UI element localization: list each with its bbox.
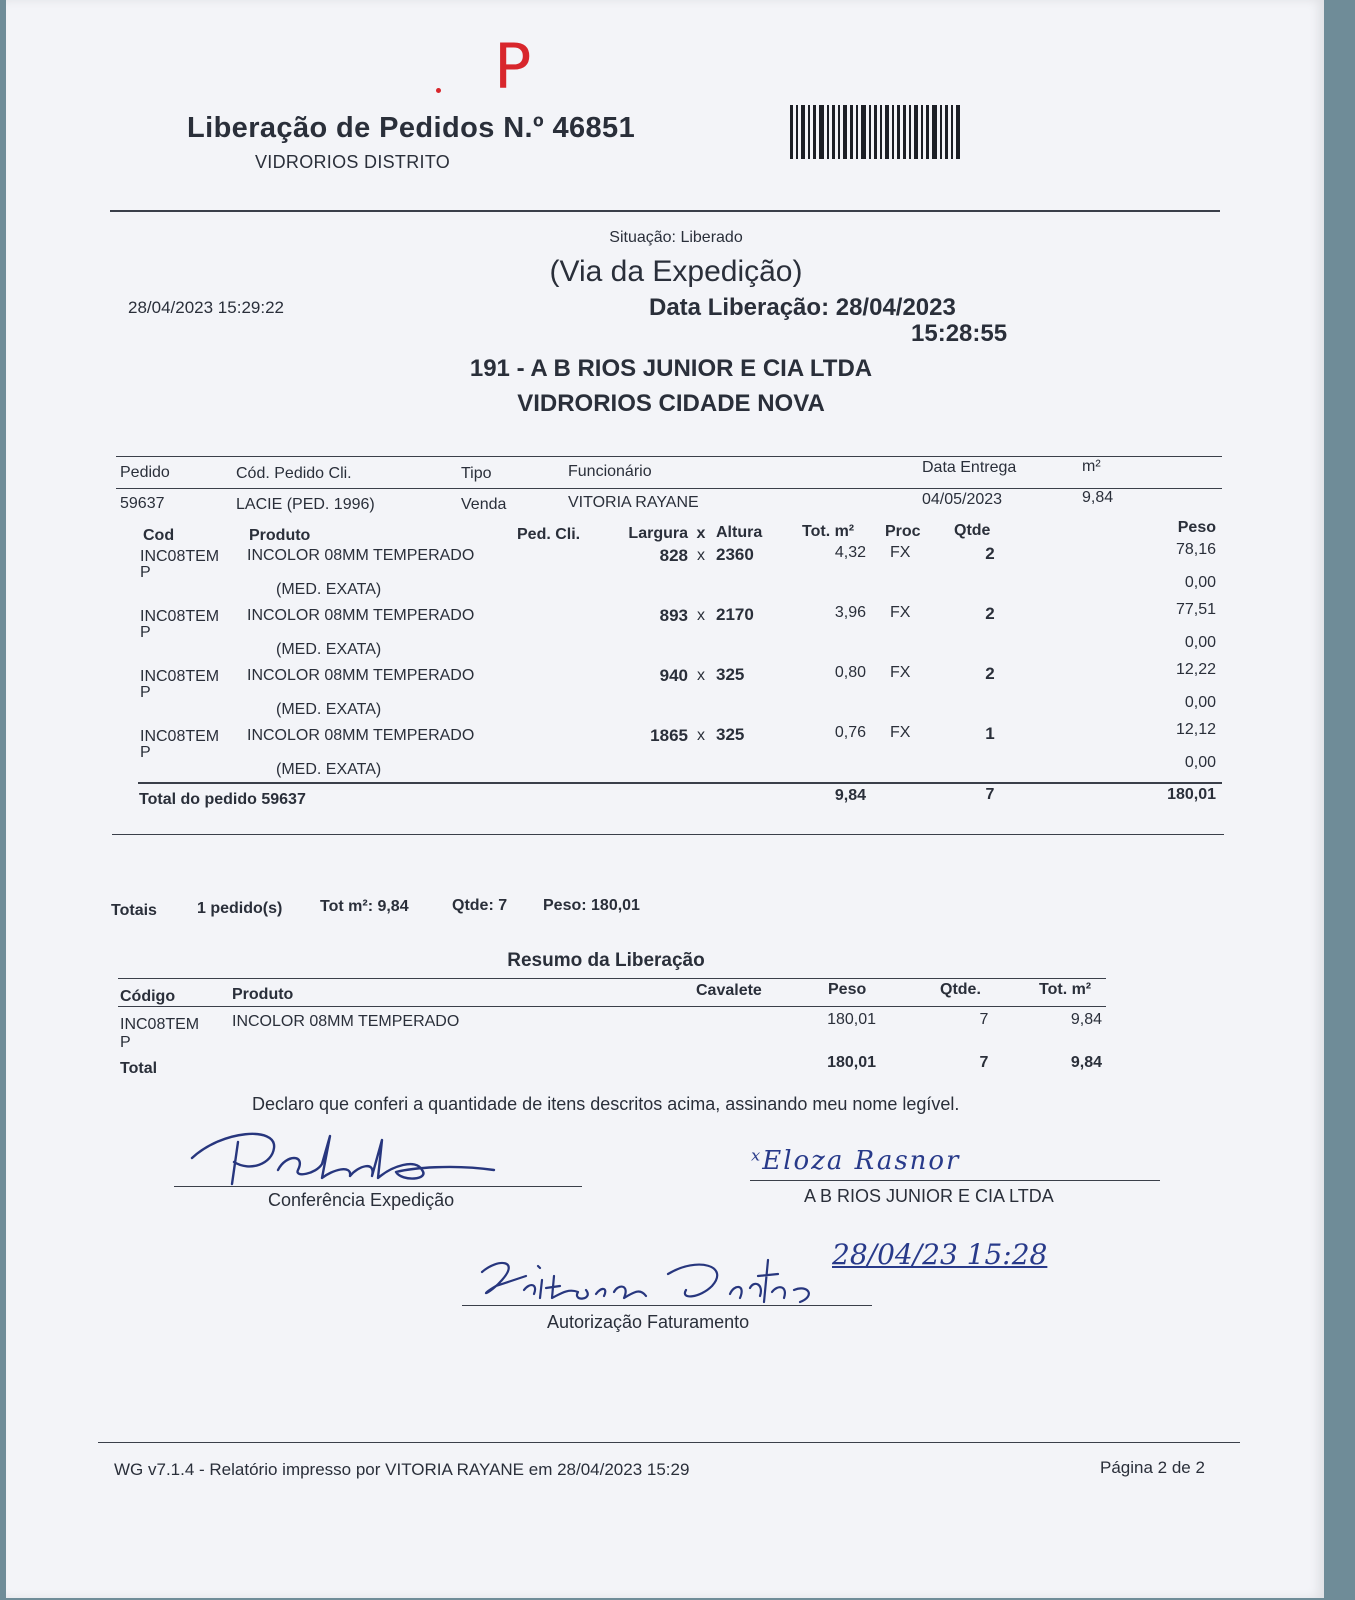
autorizacao-label: Autorização Faturamento — [547, 1312, 750, 1332]
items-col-produto: Produto — [249, 527, 311, 544]
item-obs: (MED. EXATA) — [276, 581, 382, 598]
company-name: VIDRORIOS DISTRITO — [255, 152, 451, 172]
item-largura: 828 — [659, 546, 688, 565]
resumo-row-produto: INCOLOR 08MM TEMPERADO — [232, 1013, 460, 1030]
via-title: (Via da Expedição) — [549, 255, 803, 288]
totais-pedidos: 1 pedido(s) — [197, 900, 283, 917]
col-tipo: Tipo — [461, 465, 492, 482]
item-produto: INCOLOR 08MM TEMPERADO — [247, 547, 475, 564]
order-m2: 9,84 — [1082, 489, 1114, 506]
item-tot-m2: 3,96 — [834, 604, 866, 621]
item-cod: INC08TEM — [140, 728, 220, 745]
item-peso2: 0,00 — [1184, 694, 1216, 711]
item-obs: (MED. EXATA) — [276, 701, 382, 718]
red-dot — [436, 88, 441, 93]
items-col-peso: Peso — [1177, 519, 1216, 536]
data-liberacao: Data Liberação: 28/04/2023 — [649, 294, 956, 321]
items-col-largura: Largura — [628, 525, 688, 542]
item-cod: INC08TEM — [140, 668, 220, 685]
handwritten-mark: P — [494, 30, 532, 103]
item-cod-suffix: P — [140, 744, 151, 761]
item-x: x — [697, 607, 705, 624]
handwritten-date: 28/04/23 15:28 — [832, 1238, 1048, 1271]
col-cod-pedido-cli: Cód. Pedido Cli. — [236, 465, 352, 482]
resumo-total-tot-m2: 9,84 — [1070, 1054, 1102, 1071]
resumo-row-tot-m2: 9,84 — [1070, 1011, 1102, 1028]
item-x: x — [697, 667, 705, 684]
order-total-line — [138, 782, 1222, 784]
order-total-peso: 180,01 — [1167, 786, 1216, 803]
item-x: x — [697, 547, 705, 564]
line-client — [750, 1180, 1160, 1181]
item-qtde: 2 — [985, 604, 995, 623]
item-largura: 940 — [659, 666, 688, 685]
resumo-row-peso: 180,01 — [827, 1011, 876, 1028]
signature-autorizacao — [468, 1236, 818, 1312]
item-peso: 12,12 — [1175, 721, 1216, 738]
item-proc: FX — [890, 724, 911, 741]
resumo-row-cod1: INC08TEM — [120, 1016, 200, 1033]
resumo-col-codigo: Código — [120, 988, 176, 1005]
order-pedido: 59637 — [120, 495, 165, 512]
line-autorizacao — [462, 1305, 872, 1306]
document-page — [6, 0, 1324, 1598]
items-col-ped-cli: Ped. Cli. — [517, 526, 581, 543]
item-tot-m2: 0,76 — [834, 724, 866, 741]
item-qtde: 1 — [985, 724, 995, 743]
resumo-col-qtde: Qtde. — [940, 981, 981, 998]
header-divider — [110, 210, 1220, 212]
declaration-text: Declaro que conferi a quantidade de itens descritos acima, assinando meu nome legível. — [252, 1094, 960, 1114]
item-tot-m2: 4,32 — [834, 544, 866, 561]
resumo-row-cod2: P — [120, 1034, 131, 1051]
item-peso: 78,16 — [1175, 541, 1216, 558]
item-peso2: 0,00 — [1184, 574, 1216, 591]
order-total-qtde: 7 — [985, 786, 995, 803]
order-funcionario: VITORIA RAYANE — [568, 494, 699, 511]
item-obs: (MED. EXATA) — [276, 761, 382, 778]
resumo-total-peso: 180,01 — [827, 1054, 876, 1071]
totais-tot-m2: Tot m²: 9,84 — [320, 898, 409, 915]
order-top-line — [116, 456, 1222, 457]
order-data-entrega: 04/05/2023 — [922, 491, 1003, 508]
items-col-tot-m2: Tot. m² — [802, 523, 855, 540]
line-conferencia — [174, 1186, 582, 1187]
resumo-top-line — [118, 978, 1106, 979]
footer-left: WG v7.1.4 - Relatório impresso por VITORIA RAYANE em 28/04/2023 15:29 — [114, 1460, 690, 1479]
client-signature-label: A B RIOS JUNIOR E CIA LTDA — [804, 1186, 1054, 1206]
order-tipo: Venda — [461, 496, 507, 513]
item-proc: FX — [890, 604, 911, 621]
item-cod-suffix: P — [140, 564, 151, 581]
items-col-altura: Altura — [716, 524, 763, 541]
item-x: x — [697, 727, 705, 744]
items-col-proc: Proc — [885, 523, 921, 540]
item-peso: 12,22 — [1175, 661, 1216, 678]
item-obs: (MED. EXATA) — [276, 641, 382, 658]
resumo-row-qtde: 7 — [979, 1011, 989, 1028]
item-altura: 325 — [716, 665, 745, 684]
item-cod: INC08TEM — [140, 608, 220, 625]
item-cod-suffix: P — [140, 624, 151, 641]
resumo-col-cavalete: Cavalete — [696, 982, 762, 999]
item-produto: INCOLOR 08MM TEMPERADO — [247, 667, 475, 684]
conferencia-label: Conferência Expedição — [268, 1190, 455, 1210]
item-proc: FX — [890, 544, 911, 561]
items-bottom-line — [112, 834, 1224, 835]
item-altura: 325 — [716, 725, 745, 744]
item-cod-suffix: P — [140, 684, 151, 701]
order-total-label: Total do pedido 59637 — [139, 791, 306, 808]
item-peso: 77,51 — [1175, 601, 1216, 618]
footer-page-number: Página 2 de 2 — [1100, 1458, 1205, 1477]
order-header-line — [116, 488, 1222, 489]
item-largura: 893 — [659, 606, 688, 625]
resumo-col-peso: Peso — [828, 981, 867, 998]
resumo-total-qtde: 7 — [979, 1054, 989, 1071]
order-cod-pedido-cli: LACIE (PED. 1996) — [236, 496, 375, 513]
client-handwritten-name: ˣEloza Rasnor — [751, 1146, 961, 1176]
print-datetime: 28/04/2023 15:29:22 — [128, 298, 284, 317]
resumo-title: Resumo da Liberação — [507, 950, 705, 971]
col-funcionario: Funcionário — [568, 463, 652, 480]
client-name: 191 - A B RIOS JUNIOR E CIA LTDA — [469, 355, 873, 382]
col-pedido: Pedido — [120, 464, 170, 481]
item-proc: FX — [890, 664, 911, 681]
item-qtde: 2 — [985, 544, 995, 563]
item-tot-m2: 0,80 — [834, 664, 866, 681]
items-col-cod: Cod — [143, 527, 175, 544]
situacao-text: Situação: Liberado — [609, 229, 743, 246]
item-cod: INC08TEM — [140, 548, 220, 565]
items-col-qtde: Qtde — [954, 522, 991, 539]
col-data-entrega: Data Entrega — [922, 459, 1017, 476]
resumo-col-produto: Produto — [232, 986, 294, 1003]
order-total-m2: 9,84 — [834, 787, 866, 804]
client-store: VIDRORIOS CIDADE NOVA — [517, 390, 825, 417]
col-m2: m² — [1082, 458, 1101, 475]
item-qtde: 2 — [985, 664, 995, 683]
totais-peso: Peso: 180,01 — [543, 897, 640, 914]
item-peso2: 0,00 — [1184, 634, 1216, 651]
barcode-icon — [790, 105, 988, 159]
item-produto: INCOLOR 08MM TEMPERADO — [247, 727, 475, 744]
item-produto: INCOLOR 08MM TEMPERADO — [247, 607, 475, 624]
item-peso2: 0,00 — [1184, 754, 1216, 771]
items-col-x: x — [696, 525, 706, 542]
item-altura: 2170 — [716, 605, 754, 624]
totais-qtde: Qtde: 7 — [452, 897, 508, 914]
footer-line — [98, 1442, 1240, 1443]
document-title: Liberação de Pedidos N.º 46851 — [187, 112, 636, 144]
item-altura: 2360 — [716, 545, 754, 564]
resumo-header-line — [118, 1006, 1106, 1007]
item-largura: 1865 — [650, 726, 688, 745]
resumo-total-label: Total — [120, 1060, 158, 1077]
resumo-col-tot-m2: Tot. m² — [1039, 981, 1092, 998]
totais-label: Totais — [111, 902, 157, 919]
data-liberacao-time: 15:28:55 — [911, 320, 1008, 347]
signature-conferencia — [182, 1118, 522, 1190]
